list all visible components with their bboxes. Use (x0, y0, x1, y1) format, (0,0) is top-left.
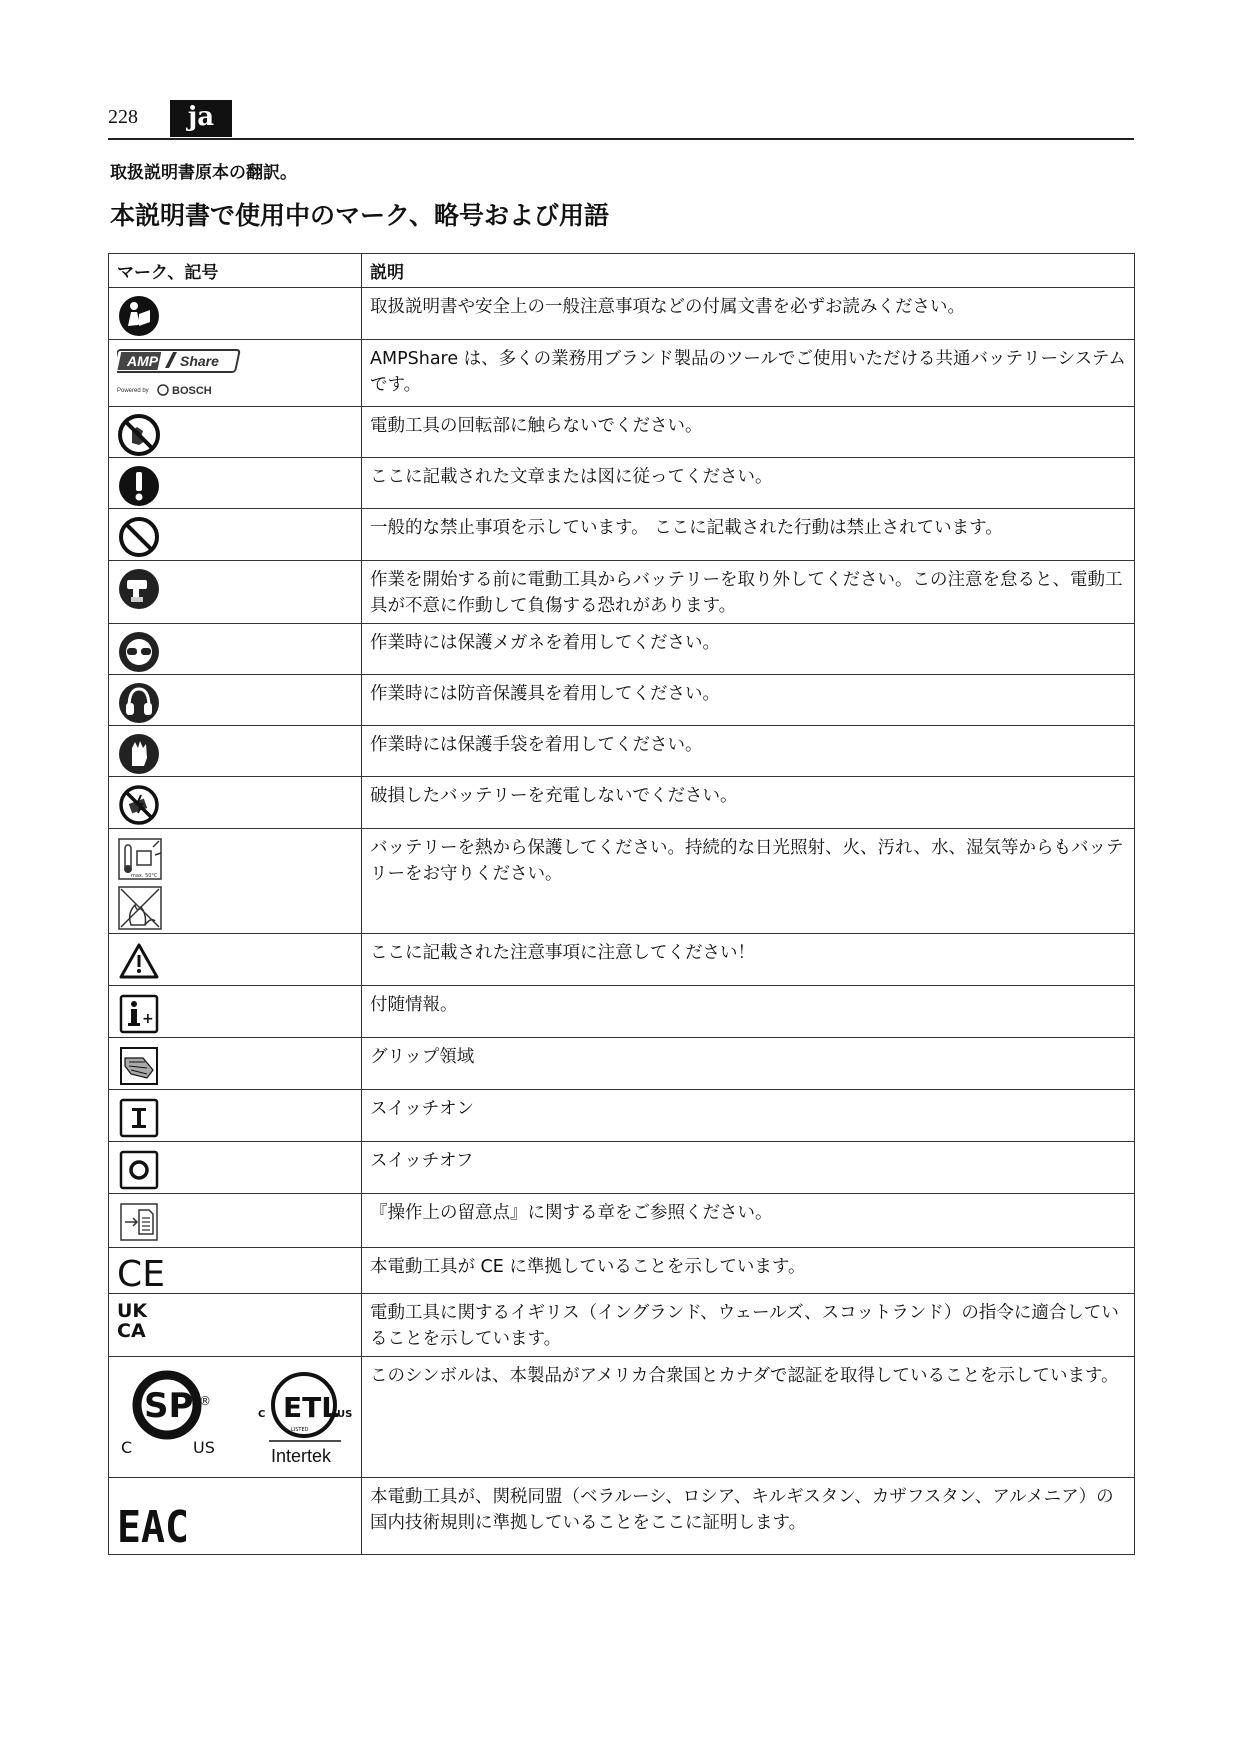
read-manual-icon (117, 294, 161, 338)
row-description: 作業を開始する前に電動工具からバッテリーを取り外してください。この注意を怠ると、電動工具が不意に作動して負傷する恐れがあります。 (362, 561, 1135, 624)
svg-text:SP: SP (144, 1386, 194, 1426)
section-title: 本説明書で使用中のマーク、略号および用語 (110, 201, 610, 230)
row-description: 本電動工具が、関税同盟（ベラルーシ、ロシア、キルギスタン、カザフスタン、アルメニア）の国内技術規則に準拠していることをここに証明します。 (362, 1478, 1135, 1555)
table-row (109, 288, 1135, 340)
row-description: スイッチオン (362, 1090, 1135, 1142)
switch-on-icon (117, 1096, 161, 1140)
mandatory-exclamation-icon (117, 464, 161, 508)
table-row (109, 777, 1135, 829)
svg-text:C: C (258, 1409, 266, 1420)
table-row (109, 1248, 1135, 1294)
protective-gloves-icon (117, 732, 161, 776)
csa-etl-marks-icon (117, 1361, 357, 1476)
row-description: このシンボルは、本製品がアメリカ合衆国とカナダで認証を取得していることを示しています。 (362, 1357, 1135, 1478)
safety-glasses-icon (117, 630, 161, 674)
remove-battery-icon (117, 567, 161, 611)
eac-mark-icon (117, 1482, 197, 1552)
row-description: 付随情報。 (362, 986, 1135, 1038)
svg-text:ETL: ETL (283, 1391, 340, 1424)
page-number: 228 (108, 106, 138, 128)
row-description: 電動工具の回転部に触らないでください。 (362, 407, 1135, 458)
info-icon (117, 992, 161, 1036)
svg-text:max. 50°C: max. 50°C (131, 873, 158, 879)
table-row (109, 726, 1135, 777)
table-row (109, 561, 1135, 624)
svg-text:AMP: AMP (127, 353, 159, 369)
row-description: 本電動工具が CE に準拠していることを示しています。 (362, 1248, 1135, 1294)
table-row (109, 624, 1135, 675)
row-description: 一般的な禁止事項を示しています。 ここに記載された行動は禁止されています。 (362, 509, 1135, 561)
row-description: スイッチオフ (362, 1142, 1135, 1194)
row-description: バッテリーを熱から保護してください。持続的な日光照射、火、汚れ、水、湿気等からもバッテリーをお守りください。 (362, 829, 1135, 934)
symbols-table (108, 253, 1135, 1555)
row-description: 破損したバッテリーを充電しないでください。 (362, 777, 1135, 829)
prohibition-icon (117, 515, 161, 559)
table-row (109, 1294, 1135, 1357)
row-description: AMPShare は、多くの業務用ブランド製品のツールでご使用いただける共通バッテリーシステムです。 (362, 340, 1135, 407)
table-row (109, 1090, 1135, 1142)
svg-text:LISTED: LISTED (291, 1427, 309, 1433)
svg-text:BOSCH: BOSCH (172, 385, 212, 397)
svg-text:UK: UK (117, 1300, 148, 1322)
table-row (109, 986, 1135, 1038)
row-description: 取扱説明書や安全上の一般注意事項などの付属文書を必ずお読みください。 (362, 288, 1135, 340)
no-touch-rotating-icon (117, 413, 161, 457)
see-chapter-icon (117, 1200, 161, 1244)
row-description: 『操作上の留意点』に関する章をご参照ください。 (362, 1194, 1135, 1248)
row-description: 作業時には保護手袋を着用してください。 (362, 726, 1135, 777)
svg-text:EAC: EAC (117, 1502, 189, 1552)
grip-area-icon (117, 1044, 161, 1088)
table-row (109, 340, 1135, 407)
language-tab: ja (170, 100, 232, 137)
svg-text:+: + (142, 1011, 154, 1027)
table-row (109, 1357, 1135, 1478)
svg-text:CE: CE (117, 1254, 165, 1292)
ampshare-logo (117, 344, 247, 402)
table-row (109, 829, 1135, 934)
switch-off-icon (117, 1148, 161, 1192)
svg-text:Intertek: Intertek (271, 1446, 332, 1466)
hearing-protection-icon (117, 681, 161, 725)
table-row (109, 1038, 1135, 1090)
row-description: 作業時には保護メガネを着用してください。 (362, 624, 1135, 675)
battery-heat-protection-icon (117, 833, 167, 933)
row-description: 電動工具に関するイギリス（イングランド、ウェールズ、スコットランド）の指令に適合していることを示しています。 (362, 1294, 1135, 1357)
header-symbol: マーク、記号 (109, 254, 362, 288)
header-description: 説明 (362, 254, 1135, 288)
page-header (108, 100, 1134, 140)
row-description: ここに記載された文章または図に従ってください。 (362, 458, 1135, 509)
table-header-row (109, 254, 1135, 288)
table-row (109, 1142, 1135, 1194)
warning-triangle-icon (117, 940, 161, 984)
row-description: 作業時には防音保護具を着用してください。 (362, 675, 1135, 726)
svg-text:Share: Share (180, 353, 219, 369)
ukca-mark-icon (117, 1298, 157, 1342)
svg-text:C: C (121, 1438, 133, 1457)
table-row (109, 675, 1135, 726)
table-row (109, 509, 1135, 561)
svg-text:US: US (193, 1438, 215, 1457)
svg-text:Powered by: Powered by (117, 388, 149, 394)
svg-text:US: US (337, 1409, 353, 1420)
table-row (109, 1194, 1135, 1248)
table-row (109, 1478, 1135, 1555)
ce-mark-icon (117, 1252, 169, 1292)
row-description: グリップ領域 (362, 1038, 1135, 1090)
svg-text:CA: CA (117, 1320, 146, 1342)
translation-note: 取扱説明書原本の翻訳。 (110, 163, 297, 183)
row-description: ここに記載された注意事項に注意してください！ (362, 934, 1135, 986)
no-charge-damaged-battery-icon (117, 783, 161, 827)
table-row (109, 934, 1135, 986)
table-row (109, 458, 1135, 509)
table-row (109, 407, 1135, 458)
svg-text:®: ® (199, 1394, 211, 1408)
